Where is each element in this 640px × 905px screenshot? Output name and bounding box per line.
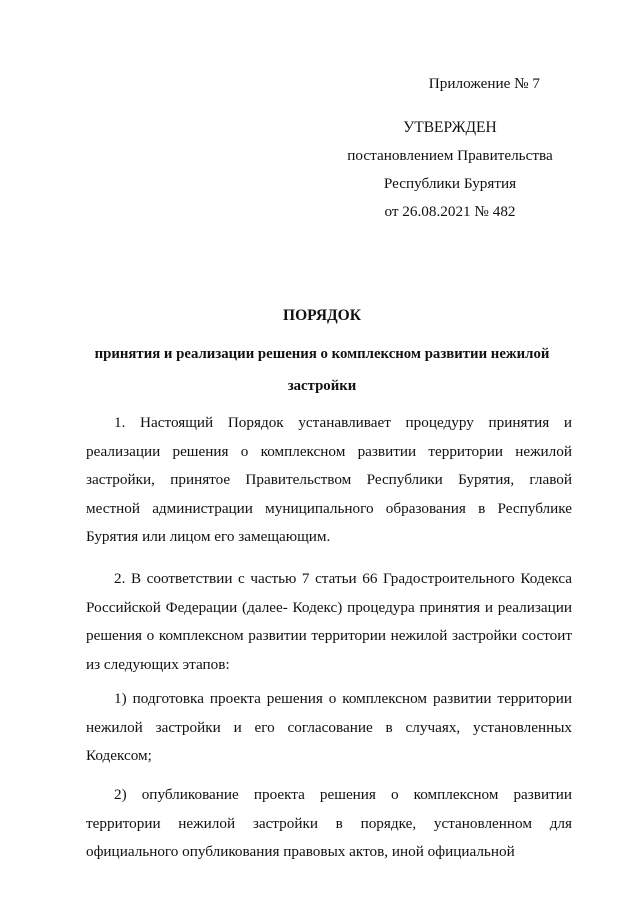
document-title [72,300,572,402]
paragraph-1: 1. Настоящий Порядок устанавливает процедуру принятия и реализации решения о комплексном развитии территории нежилой застройки, принятое Правительством Республики Бурятия, главой местной администрации муниципального образования в Республике Бурятия или лицом его замещающим. [86,414,572,545]
approval-line-2: Республики Бурятия [383,175,517,192]
approved-heading: УТВЕРЖДЕН [403,119,497,136]
appendix-number: Приложение № 7 [428,75,540,92]
approval-line-3: от 26.08.2021 № 482 [384,203,516,220]
paragraph-3: 1) подготовка проекта решения о комплексном развитии территории нежилой застройки и его согласование в случаях, установленных Кодексом; [86,690,572,764]
title-subtitle: принятия и реализации решения о комплексном развитии нежилой застройки [94,346,550,394]
approval-block [300,70,600,226]
title-main: ПОРЯДОК [283,307,361,324]
paragraph-4: 2) опубликование проекта решения о комплексном развитии территории нежилой застройки в порядке, установленном для официального опубликования правовых актов, иной официальной [86,786,572,860]
approval-line-1: постановлением Правительства [347,147,553,164]
paragraph-2: 2. В соответствии с частью 7 статьи 66 Градостроительного Кодекса Российской Федерации (далее- Кодекс) процедура принятия и реализации решения о комплексном развитии территории нежилой застройки состоит из следующих этапов: [86,570,572,673]
